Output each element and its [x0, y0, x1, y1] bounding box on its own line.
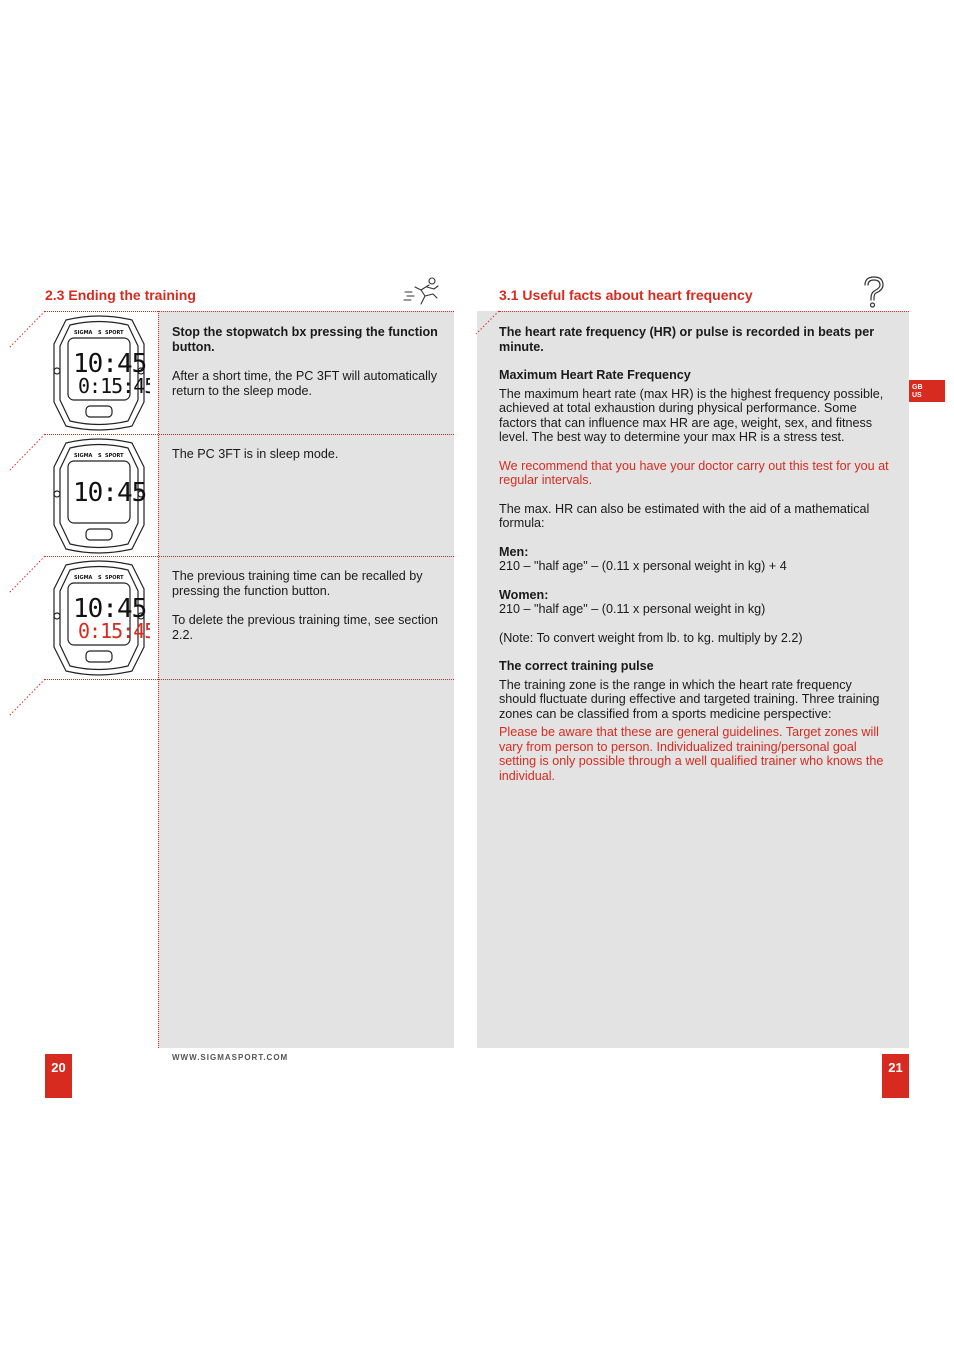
watch-3-brand: SIGMA — [74, 575, 93, 581]
page-number-right: 21 — [882, 1054, 909, 1098]
step-2-text — [172, 447, 444, 476]
men-formula: 210 – "half age" – (0.11 x personal weight in kg) + 4 — [499, 559, 787, 573]
footer-url[interactable]: WWW.SIGMASPORT.COM — [172, 1053, 289, 1062]
step-1-text — [172, 325, 444, 413]
step-1-detail: After a short time, the PC 3FT will automatically return to the sleep mode. — [172, 369, 438, 398]
watch-1-brand-sport: SPORT — [105, 330, 124, 336]
watch-illustration-1 — [48, 314, 150, 432]
watch-1-brand-s: S — [98, 330, 102, 336]
watch-2-brand: SIGMA — [74, 453, 93, 459]
right-separator-top — [499, 311, 909, 312]
right-page-heading: 3.1 Useful facts about heart frequency — [499, 287, 753, 303]
recommendation-text: We recommend that you have your doctor carry out this test for you at regular intervals. — [499, 458, 889, 487]
max-hr-title: Maximum Heart Rate Frequency — [499, 368, 691, 382]
step-1-instruction: Stop the stopwatch bx pressing the function button. — [172, 325, 438, 354]
watch-3-brand-sport: SPORT — [105, 575, 124, 581]
watch-3-recalled-time: 0:15:45 — [78, 619, 150, 643]
separator-2 — [45, 556, 454, 557]
separator-3 — [45, 679, 454, 680]
intro-text: The heart rate frequency (HR) or pulse is recorded in beats per minute. — [499, 325, 875, 354]
watch-2-brand-s: S — [98, 453, 102, 459]
right-body-text — [499, 325, 891, 783]
watch-illustration-2 — [48, 437, 150, 555]
training-pulse-text: The training zone is the range in which the heart rate frequency should fluctuate during effective and targeted training. Three training zones can be classified from a sports medicine perspective: — [499, 677, 880, 721]
left-page-heading: 2.3 Ending the training — [45, 287, 196, 303]
question-mark-icon — [860, 274, 888, 310]
watch-3-main-time: 10:45 — [73, 594, 147, 624]
step-3-text — [172, 569, 444, 657]
page-number-left: 20 — [45, 1054, 72, 1098]
women-label: Women: — [499, 587, 549, 602]
watch-2-brand-sport: SPORT — [105, 453, 124, 459]
women-formula: 210 – "half age" – (0.11 x personal weight in kg) — [499, 602, 766, 616]
step-3-delete-note: To delete the previous training time, see section 2.2. — [172, 613, 439, 642]
men-label: Men: — [499, 544, 529, 559]
runner-icon — [402, 276, 442, 308]
lang-gb: GB — [912, 384, 923, 391]
watch-1-brand: SIGMA — [74, 330, 93, 336]
language-tab — [909, 380, 945, 402]
separator-top — [45, 311, 454, 312]
watch-3-brand-s: S — [98, 575, 102, 581]
watch-illustration-3 — [48, 559, 150, 677]
step-2-detail: The PC 3FT is in sleep mode. — [172, 447, 339, 461]
step-3-detail: The previous training time can be recalled by pressing the function button. — [172, 569, 423, 598]
conversion-note: (Note: To convert weight from lb. to kg. multiply by 2.2) — [499, 630, 803, 645]
watch-2-main-time: 10:45 — [73, 478, 147, 508]
guidelines-warning: Please be aware that these are general guidelines. Target zones will vary from person to person. Individualized training/personal goal setting is only possible through a well qualified trainer who knows the individual. — [499, 725, 884, 783]
separator-1 — [45, 434, 454, 435]
training-pulse-title: The correct training pulse — [499, 659, 654, 673]
estimate-text: The max. HR can also be estimated with the aid of a mathematical formula: — [499, 501, 870, 530]
watch-1-stopwatch: 0:15:45 — [78, 374, 150, 398]
lang-us: US — [912, 392, 922, 399]
max-hr-text: The maximum heart rate (max HR) is the highest frequency possible, achieved at total exhaustion during physical performance. Some factors that can influence max HR are age, weight, sex, and fitness level. The best way to determine your max HR is a stress test. — [499, 386, 884, 444]
watch-1-main-time: 10:45 — [73, 349, 147, 379]
